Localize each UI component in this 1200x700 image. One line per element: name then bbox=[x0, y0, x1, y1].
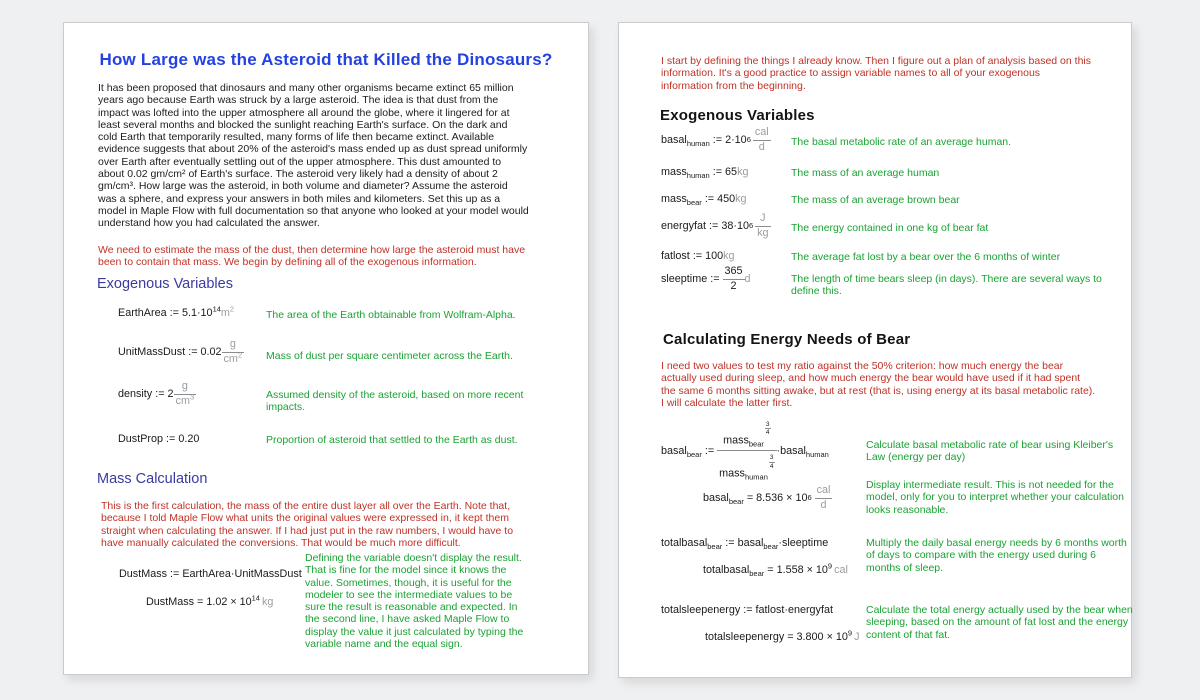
unit: kg bbox=[737, 166, 749, 178]
comment-eartharea[interactable]: The area of the Earth obtainable from Wolfram-Alpha. bbox=[266, 309, 516, 321]
var-name: DustMass bbox=[119, 568, 167, 580]
right-intro-note[interactable]: I start by defining the things I already know. Then I figure out a plan of analysis based on this information. It's a good practice to assign variable names to all of your exogenous information from the beginning. bbox=[661, 55, 1091, 92]
value: 0.02 bbox=[200, 346, 222, 359]
var-name: energyfat bbox=[661, 220, 707, 233]
unit: kg bbox=[735, 193, 747, 205]
math-def-energyfat[interactable]: energyfat := 38·10 6 $\frac{J}{kg}$ bbox=[661, 212, 769, 239]
comment-dustprop[interactable]: Proportion of asteroid that settled to the Earth as dust. bbox=[266, 434, 518, 446]
document-page-left bbox=[63, 22, 589, 675]
assign-operator: := bbox=[692, 250, 703, 262]
var-name: sleeptime bbox=[661, 273, 708, 286]
comment-mass-bear[interactable]: The mass of an average brown bear bbox=[791, 194, 960, 206]
section-heading-mass-calculation[interactable]: Mass Calculation bbox=[97, 471, 208, 487]
assign-operator: := bbox=[725, 537, 735, 549]
comment-dustmass[interactable]: Defining the variable doesn't display the result. That is fine for the model since it knows the value. Sometimes, though, it is useful for the modeler to see the intermediate values to be sure the result is reasonable and expected. In the second line, I have asked Maple Flow to display the value it just calculated by typing the variable name and the equal sign. bbox=[305, 552, 524, 650]
comment-sleeptime[interactable]: The length of time bears sleep (in days). There are several ways to define this. bbox=[791, 273, 1102, 298]
var-name: basal$_{bear}$ bbox=[703, 492, 744, 507]
unit: kg bbox=[723, 250, 735, 262]
unit-fraction: $\frac{\text{cal}}{d}$ bbox=[754, 126, 769, 153]
unit-fraction: $\frac{g}{cm^3}$ bbox=[175, 380, 195, 407]
comment-unitmassdust[interactable]: Mass of dust per square centimeter across the Earth. bbox=[266, 350, 513, 362]
math-def-dustmass[interactable] bbox=[119, 568, 302, 580]
document-page-right bbox=[618, 22, 1132, 678]
math-result-totalsleepenergy[interactable] bbox=[705, 628, 860, 643]
comment-totalbasal[interactable]: Multiply the daily basal energy needs by 6 months worth of days to compare with the energy used during 6 months of sleep. bbox=[866, 537, 1127, 574]
var-name: basal$_{human}$ bbox=[661, 134, 710, 149]
math-def-totalbasal[interactable] bbox=[661, 537, 829, 552]
factor: basal$_{human}$ bbox=[780, 444, 829, 459]
assign-operator: := bbox=[709, 220, 719, 233]
var-name: mass$_{human}$ bbox=[661, 166, 710, 181]
mass-ratio-fraction: mass$_{bear}$ $\frac{3}{4}$ mass$_{human}$ $\frac{3}{4}$ bbox=[717, 421, 776, 481]
mass-calculation-note[interactable]: This is the first calculation, the mass of the entire dust layer all over the Earth. Note that, because I told Maple Flow what units the original values were expressed in, it kept them straight when calculating the answer. If I had just put in the raw numbers, I would have to have manually calculated the conversions. That would be much more difficult. bbox=[101, 500, 514, 549]
exponent: 9 bbox=[847, 628, 853, 638]
math-def-mass-bear[interactable] bbox=[661, 193, 747, 208]
section-heading-calculating-energy[interactable]: Calculating Energy Needs of Bear bbox=[663, 331, 911, 348]
section-heading-exogenous-variables[interactable]: Exogenous Variables bbox=[97, 276, 233, 292]
assign-operator: := bbox=[712, 166, 723, 178]
var-name: basal$_{bear}$ bbox=[661, 444, 702, 459]
assign-operator: := bbox=[169, 307, 179, 319]
var-name: mass$_{bear}$ bbox=[661, 193, 702, 208]
comment-totalsleepenergy[interactable]: Calculate the total energy actually used by the bear when sleeping, based on the amount of fat lost and the energy content of that fat. bbox=[866, 604, 1133, 641]
equals-operator: = bbox=[746, 492, 754, 505]
value-fraction: $\frac{365}{2}$ bbox=[724, 265, 743, 292]
var-name: totalsleepenergy bbox=[705, 631, 785, 643]
unit: cal bbox=[834, 564, 848, 576]
value: 2 bbox=[167, 388, 174, 401]
var-name: UnitMassDust bbox=[118, 346, 186, 359]
comment-mass-human[interactable]: The mass of an average human bbox=[791, 167, 940, 179]
expression: fatlost·energyfat bbox=[755, 604, 833, 616]
unit: m bbox=[220, 307, 230, 319]
value: 450 bbox=[717, 193, 736, 205]
unit-fraction: $\frac{g}{cm^2}$ bbox=[223, 338, 243, 365]
math-def-totalsleepenergy[interactable] bbox=[661, 604, 833, 616]
value: 100 bbox=[705, 250, 724, 262]
assign-operator: := bbox=[712, 134, 723, 147]
assign-operator: := bbox=[704, 444, 715, 457]
comment-basal-human[interactable]: The basal metabolic rate of an average human. bbox=[791, 136, 1012, 148]
assign-operator: := bbox=[155, 388, 165, 401]
math-def-mass-human[interactable] bbox=[661, 166, 749, 181]
unit-fraction: $\frac{J}{kg}$ bbox=[757, 212, 769, 239]
calc-note[interactable]: I need two values to test my ratio against the 50% criterion: how much energy the bear actually used during sleep, and how much energy the bear would have used if it had spent the same 6 months sitting awake, but at rest (that is, using energy at its basal metabolic rate). I will calculate the latter first. bbox=[661, 360, 1096, 409]
unit: d bbox=[744, 273, 751, 286]
math-result-totalbasal[interactable] bbox=[703, 561, 848, 579]
unit: kg bbox=[261, 596, 274, 608]
exponent: 9 bbox=[827, 561, 833, 571]
math-def-basal-bear[interactable] bbox=[661, 421, 829, 481]
expression: basal$_{bear}$·sleeptime bbox=[737, 537, 829, 552]
value: 65 bbox=[725, 166, 738, 178]
math-def-eartharea[interactable] bbox=[118, 304, 235, 319]
value: 1.558 × 10 bbox=[776, 564, 828, 576]
value: 8.536 × 10 bbox=[756, 492, 808, 505]
var-name: density bbox=[118, 388, 153, 401]
comment-fatlost[interactable]: The average fat lost by a bear over the 6 months of winter bbox=[791, 251, 1061, 263]
assign-operator: := bbox=[704, 193, 715, 205]
assign-operator: := bbox=[743, 604, 753, 616]
section-heading-exogenous-variables-right[interactable]: Exogenous Variables bbox=[660, 107, 815, 124]
math-def-fatlost[interactable] bbox=[661, 250, 735, 262]
value: 0.20 bbox=[178, 433, 200, 445]
math-def-basal-human[interactable]: basal$_{human}$ := 2·10 6 $\frac{\text{cal}}{d}$ bbox=[661, 126, 769, 153]
var-name: DustProp bbox=[118, 433, 164, 445]
var-name: DustMass bbox=[146, 596, 194, 608]
multiply-dot: · bbox=[776, 444, 781, 457]
math-def-dustprop[interactable] bbox=[118, 433, 199, 445]
unit: J bbox=[854, 631, 860, 643]
equals-operator: = bbox=[767, 564, 774, 576]
assign-operator: := bbox=[710, 273, 720, 286]
value: 38·10 bbox=[721, 220, 749, 233]
unit-fraction: $\frac{\text{cal}}{d}$ bbox=[816, 484, 831, 511]
left-plan-note[interactable]: We need to estimate the mass of the dust, then determine how large the asteroid must have been to contain that mass. We begin by defining all of the exogenous information. bbox=[98, 244, 526, 269]
var-name: EarthArea bbox=[118, 307, 167, 319]
math-def-unitmassdust[interactable] bbox=[118, 339, 244, 366]
math-result-basal-bear[interactable]: basal$_{bear}$ = 8.536 × 10 6 $\frac{\text{cal}}{d}$ bbox=[703, 484, 831, 511]
math-def-density[interactable] bbox=[118, 381, 196, 408]
exponent: 14 bbox=[212, 304, 221, 314]
var-name: totalsleepenergy bbox=[661, 604, 741, 616]
math-def-sleeptime[interactable] bbox=[661, 266, 751, 293]
assign-operator: := bbox=[166, 433, 176, 445]
var-name: totalbasal$_{bear}$ bbox=[661, 537, 723, 552]
comment-energyfat[interactable]: The energy contained in one kg of bear fat bbox=[791, 222, 989, 234]
var-name: fatlost bbox=[661, 250, 690, 262]
comment-density[interactable]: Assumed density of the asteroid, based on more recent impacts. bbox=[266, 389, 524, 414]
left-intro-paragraph[interactable]: It has been proposed that dinosaurs and many other organisms became extinct 65 million years ago because Earth was struck by a large asteroid. The idea is that dust from the impact was lofted into the upper atmosphere all around the globe, where it lingered for at least several months and blocked the sunlight reaching Earth's surface. On the dark and cold Earth that temporarily resulted, many forms of life then became extinct. Available evidence suggests that about 20% of the asteroid's mass ended up as dust spread uniformly over Earth after eventually settling out of the upper atmosphere. This dust amounted to about 0.02 gm/cm² of Earth's surface. The asteroid very likely had a density of about 2 gm/cm³. How large was the asteroid, in both volume and diameter? Assume the asteroid was a sphere, and express your answers in both miles and kilometers. Set this up as a model in Maple Flow with full documentation so that anyone who looked at your model would understand how you had calculated the answer. bbox=[98, 82, 529, 230]
var-name: totalbasal$_{bear}$ bbox=[703, 564, 765, 579]
assign-operator: := bbox=[188, 346, 198, 359]
value: 1.02 × 10 bbox=[206, 596, 252, 608]
value: 3.800 × 10 bbox=[796, 631, 848, 643]
equals-operator: = bbox=[197, 596, 204, 608]
value: 2·10 bbox=[725, 134, 747, 147]
exponent: 14 bbox=[251, 593, 260, 603]
assign-operator: := bbox=[170, 568, 180, 580]
math-result-dustmass[interactable] bbox=[146, 593, 274, 608]
unit-exponent: 2 bbox=[229, 304, 235, 314]
left-page-title[interactable]: How Large was the Asteroid that Killed the Dinosaurs? bbox=[99, 50, 553, 69]
value: 5.1·10 bbox=[181, 307, 213, 319]
comment-basal-bear-result[interactable]: Display intermediate result. This is not needed for the model, only for you to interpret whether your calculation looks reasonable. bbox=[866, 479, 1124, 516]
comment-basal-bear-def[interactable]: Calculate basal metabolic rate of bear using Kleiber's Law (energy per day) bbox=[866, 439, 1114, 464]
expression: EarthArea·UnitMassDust bbox=[182, 568, 302, 580]
equals-operator: = bbox=[787, 631, 794, 643]
